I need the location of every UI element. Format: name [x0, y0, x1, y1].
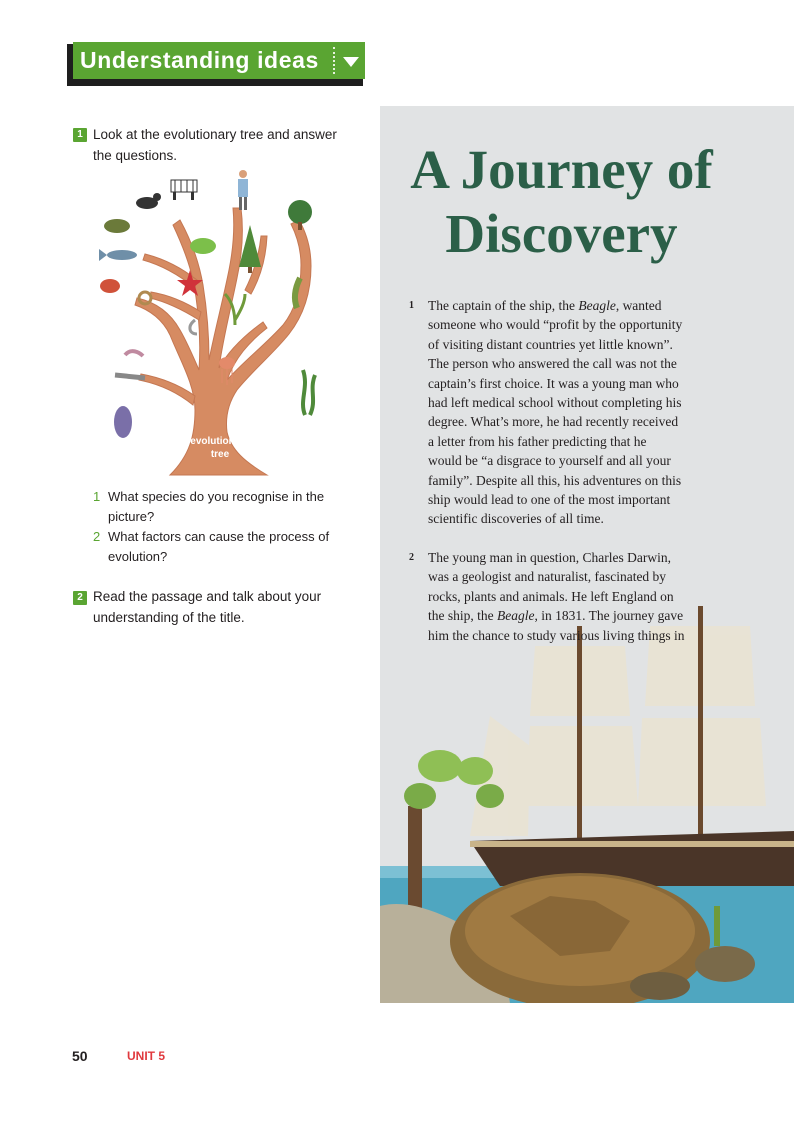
paragraph-line: degree. What’s more, he had recently received: [428, 414, 679, 430]
banner-divider: [333, 47, 335, 74]
paragraph-line: captain’s first choice. It was a young man who: [428, 375, 679, 391]
activity-2-badge: 2: [73, 591, 87, 605]
paragraph-1-number: 1: [409, 300, 414, 311]
paragraph-line: a letter from his father predicting that he: [428, 433, 647, 449]
paragraph-line: of visiting distant countries yet little known”.: [428, 336, 673, 352]
article-title-line-1: A Journey of: [410, 139, 713, 200]
article-title-line-2: Discovery: [445, 203, 678, 264]
fish-icon: [99, 249, 137, 261]
paragraph-line: was a geologist and naturalist, fascinated by: [428, 569, 667, 585]
paragraph-1: [428, 296, 728, 529]
question-1-line-2: picture?: [108, 509, 155, 524]
fossil-icon: [114, 406, 132, 438]
question-2-line-1: What factors can cause the process of: [108, 529, 330, 544]
activity-1-badge: 1: [73, 128, 87, 142]
paragraph-line: scientific discoveries of all time.: [428, 511, 604, 527]
paragraph-line: had left medical school without completing his: [428, 395, 682, 411]
activity-2-instruction: [93, 587, 321, 628]
paragraph-line: family”. Despite all this, his adventures on this: [428, 472, 682, 488]
paragraph-line: him the chance to study various living things in: [428, 627, 685, 643]
page-number: 50: [72, 1048, 88, 1064]
activity-1-instruction-line-2: the questions.: [93, 147, 178, 163]
activity-2-instruction-line-1: Read the passage and talk about your: [93, 589, 322, 604]
question-2-text: [108, 527, 329, 567]
unit-label: UNIT 5: [127, 1049, 166, 1063]
article-title: [380, 138, 743, 266]
question-2-line-2: evolution?: [108, 549, 168, 564]
small-cactus-icon: [714, 906, 720, 946]
paragraph-line: The person who answered the call was not the: [428, 356, 677, 372]
crab-icon: [100, 279, 120, 293]
zebra-icon: [171, 180, 197, 200]
paragraph-line: The young man in question, Charles Darwin,: [428, 550, 671, 565]
section-title: Understanding ideas: [80, 47, 319, 73]
paragraph-line: the ship, the Beagle, in 1831. The journey gave: [428, 608, 684, 624]
question-1-number: 1: [93, 489, 101, 504]
activity-2-instruction-line-2: understanding of the title.: [93, 609, 245, 625]
paragraph-line: would be “a disgrace to yourself and all your: [428, 453, 671, 469]
tree-label-line-1: evolutionary: [190, 436, 250, 447]
question-2-number: 2: [93, 529, 101, 544]
turtle-icon: [104, 219, 130, 233]
paragraph-2: [428, 548, 728, 645]
paragraph-line: The captain of the ship, the Beagle, wanted: [428, 298, 662, 313]
frog-icon: [190, 238, 216, 254]
paragraph-2-number: 2: [409, 552, 414, 563]
paramecium-icon: [190, 320, 197, 334]
triangle-down-icon: [343, 57, 359, 67]
paragraph-line: ship would lead to one of the most important: [428, 492, 671, 508]
human-icon: [238, 170, 248, 210]
paragraph-line: rocks, plants and animals. He left England on: [428, 588, 674, 604]
paragraph-line: someone who would “profit by the opportunity: [428, 317, 683, 333]
seaweed-icon: [303, 370, 315, 415]
question-1-text: [108, 487, 324, 527]
activity-1-instruction: [93, 125, 337, 166]
activity-1-instruction-line-1: Look at the evolutionary tree and answer: [93, 127, 337, 142]
evolutionary-tree-illustration: [95, 170, 335, 480]
question-1-line-1: What species do you recognise in the: [108, 489, 325, 504]
tree-label-line-2: tree: [210, 449, 230, 460]
bird-icon: [136, 193, 161, 209]
